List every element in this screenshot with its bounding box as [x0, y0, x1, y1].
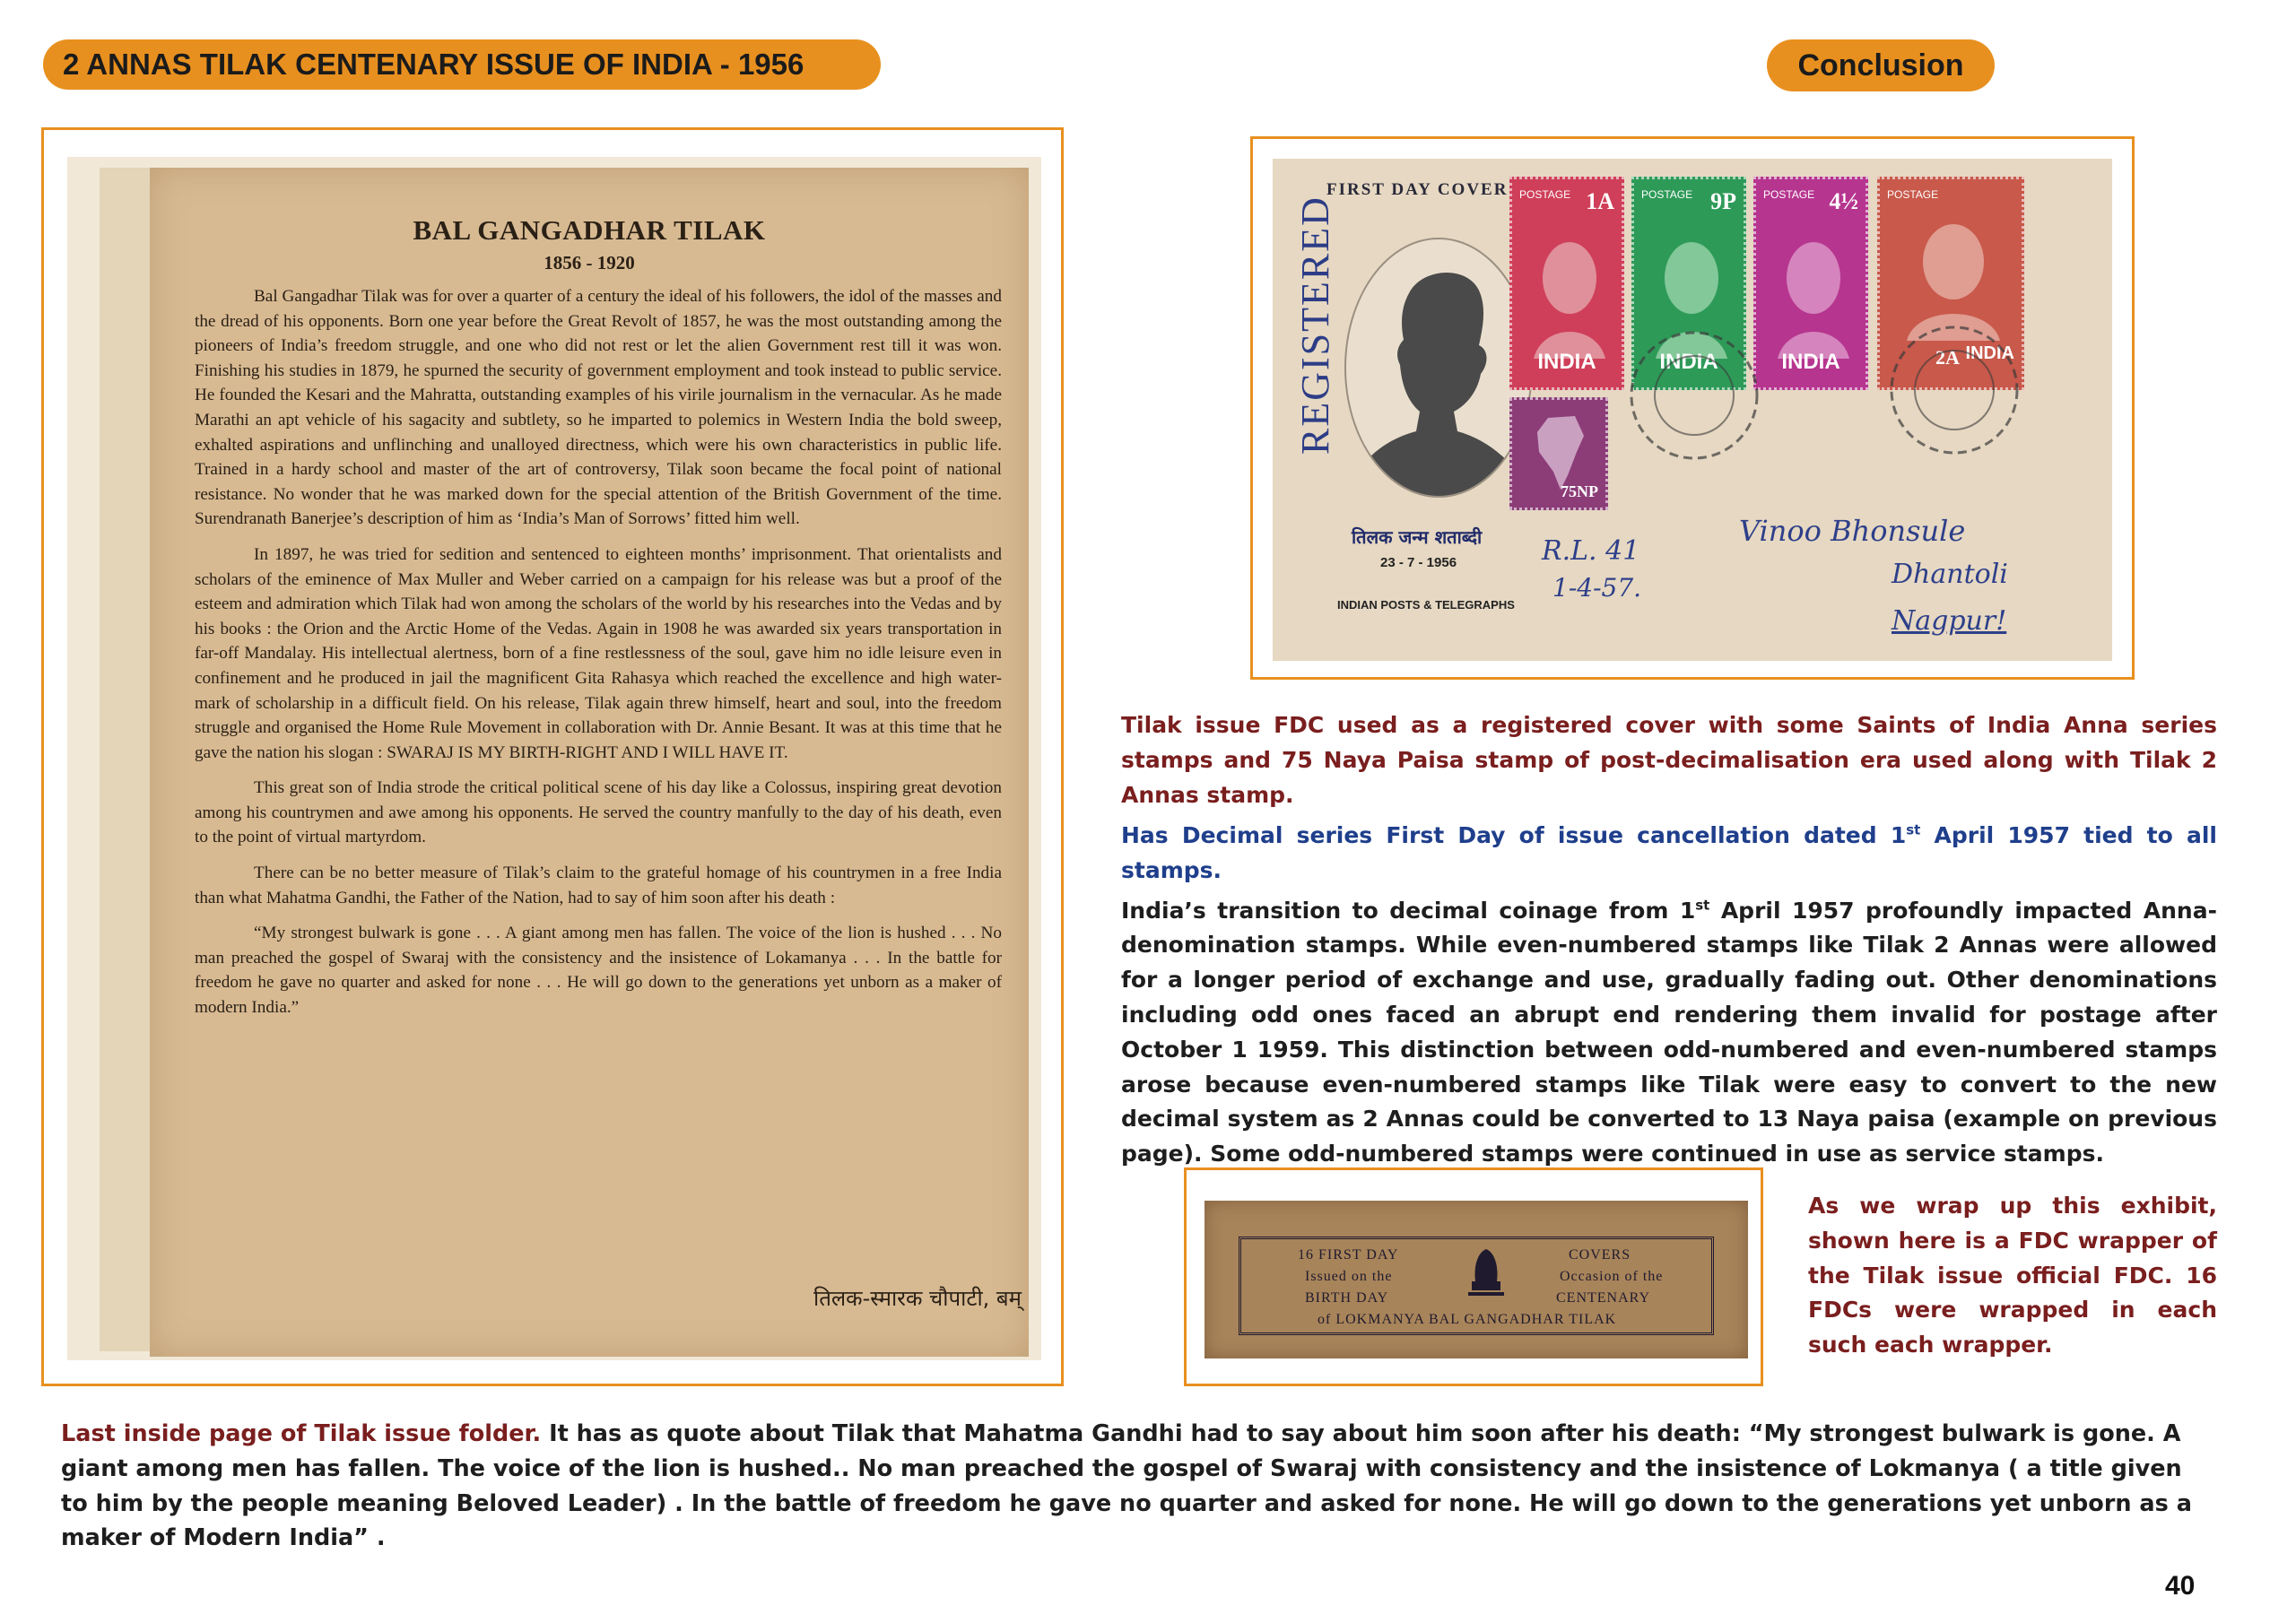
- folder-inside-page: [150, 168, 1029, 1357]
- wrapper-line: Issued on the: [1305, 1269, 1393, 1284]
- fdc-description: [1121, 708, 2217, 1172]
- folder-body: [195, 284, 1002, 1031]
- tilak-silhouette: [1344, 238, 1533, 498]
- fdc-posts-label: INDIAN POSTS & TELEGRAPHS: [1337, 598, 1515, 612]
- stamp-value: 75NP: [1561, 482, 1598, 500]
- folder-caption-lead: Last inside page of Tilak issue folder.: [61, 1420, 542, 1447]
- address-name: Vinoo Bhonsule: [1739, 514, 1966, 548]
- stamp-value: 1A: [1586, 188, 1614, 214]
- address-area: Dhantoli: [1892, 559, 2008, 590]
- folder-caption: [61, 1417, 2196, 1556]
- address-city: Nagpur!: [1892, 605, 2007, 637]
- stamp-4-half: [1753, 177, 1868, 390]
- folder-page-photo: [41, 127, 1064, 1386]
- registration-date: 1-4-57.: [1552, 573, 1642, 603]
- folder-footer: तिलक-स्मारक चौपाटी, बम्: [813, 1286, 1022, 1311]
- wrapper-line: Occasion of the: [1560, 1269, 1664, 1284]
- silhouette-icon: [1346, 239, 1533, 498]
- wrapper-line: 16 FIRST DAY: [1298, 1247, 1399, 1263]
- wrapper-line: BIRTH DAY: [1305, 1290, 1389, 1306]
- fdc-wrapper-photo: [1184, 1167, 1763, 1386]
- stamp-country: INDIA: [1537, 350, 1596, 374]
- folder-paragraph: This great son of India strode the critical political scene of his day like a Colossus, inspiring great devotion among his countrymen and awe among his opponents. He served the country manfully to the day of his death, even to the point of virtual martyrdom.: [195, 778, 1002, 847]
- stamp-postage: POSTAGE: [1519, 188, 1571, 201]
- wrapper-line: of LOKMANYA BAL GANGADHAR TILAK: [1318, 1312, 1617, 1327]
- section-label: Conclusion: [1767, 39, 1995, 91]
- folder-years: 1856 - 1920: [544, 252, 635, 273]
- folder-paragraph: “My strongest bulwark is gone . . . A giant among men has fallen. The voice of the lion is hushed . . . No man preached the gospel of Swaraj with the consistency and the insistence of Lokamanya . . . In the battle for freedom he gave no quarter and asked for none . . . He will go down to the generations yet unborn as a maker of modern India.”: [195, 924, 1002, 1018]
- fdc-wrapper: [1205, 1201, 1748, 1358]
- stamp-postage: POSTAGE: [1641, 188, 1693, 201]
- stamp-postage: POSTAGE: [1887, 188, 1939, 201]
- wrapper-caption: As we wrap up this exhibit, shown here is a FDC wrapper of the Tilak issue official FDC. 16 FDCs were wrapped in each such each wrapper.: [1808, 1193, 2217, 1358]
- wrapper-line: COVERS: [1569, 1247, 1631, 1263]
- wrapper-line: CENTENARY: [1556, 1290, 1650, 1306]
- stamp-tilak-2a: [1877, 177, 2024, 390]
- fdc-hindi-title: तिलक जन्म शताब्दी: [1352, 526, 1483, 548]
- registration-number: R.L. 41: [1542, 535, 1640, 567]
- description-intro: Tilak issue FDC used as a registered cover with some Saints of India Anna series stamps and 75 Naya Paisa stamp of post-decimalisation era used along with Tilak 2 Annas stamp.: [1121, 712, 2217, 808]
- stamp-9p: [1631, 177, 1746, 390]
- stamp-value: 2A: [1935, 346, 1960, 369]
- fdc-envelope: [1273, 159, 2112, 661]
- stamp-postage: POSTAGE: [1763, 188, 1815, 201]
- page-title: 2 ANNAS TILAK CENTENARY ISSUE OF INDIA - 1956: [43, 39, 881, 90]
- fdc-date: 23 - 7 - 1956: [1380, 555, 1457, 570]
- stamp-75np: [1509, 397, 1608, 510]
- stamp-value: 4½: [1829, 188, 1858, 214]
- stamp-value: 9P: [1710, 188, 1736, 214]
- folder-title: BAL GANGADHAR TILAK: [413, 214, 766, 246]
- ashoka-emblem-icon: [1459, 1240, 1513, 1303]
- description-cancellation: Has Decimal series First Day of issue cancellation dated 1st April 1957 tied to all stamps.: [1121, 821, 2217, 883]
- stamp-country: INDIA: [1965, 343, 2014, 363]
- folder-paragraph: In 1897, he was tried for sedition and sentenced to eighteen months’ imprisonment. That orientalists and scholars of the eminence of Max Muller and Weber carried on a campaign for his release was but a proof of the esteem and admiration which Tilak had won among the scholars of the world by his researches into the Vedas and by his books : the Orion and the Arctic Home of the Vedas. Again in 1908 he was awarded six years transportation in far-off Mandalay. His intellectual alertness, born of a fine restlessness of the soul, gave him no idle leisure even in confinement and he produced in jail the magnificent Gita Rahasya which reached the excellence and high water-mark of scholarship in a difficult field. On his release, Tilak again threw himself, heart and soul, into the freedom struggle and organised the Home Rule Movement in collaboration with Dr. Annie Besant. It was at this time that he gave the nation his slogan : SWARAJ IS MY BIRTH-RIGHT AND I WILL HAVE IT.: [195, 544, 1002, 762]
- stamp-country: INDIA: [1659, 350, 1718, 374]
- fdc-heading: FIRST DAY COVER: [1326, 180, 1509, 199]
- description-body: India’s transition to decimal coinage from 1st April 1957 profoundly impacted Anna-denomination stamps. While even-numbered stamps like Tilak 2 Annas were allowed for a longer period of exchange and use, gradually fading out. Other denominations including odd ones faced an abrupt end rendering them invalid for postage after October 1 1959. This distinction between odd-numbered and even-numbered stamps arose because even-numbered stamps like Tilak were easy to convert to the new decimal system as 2 Annas could be converted to 13 Naya paisa (example on previous page). Some odd-numbered stamps were continued in use as service stamps.: [1121, 897, 2217, 1167]
- registered-label: REGISTERED: [1293, 195, 1337, 455]
- stamp-country: INDIA: [1781, 350, 1840, 374]
- stamp-1a: [1509, 177, 1624, 390]
- fdc-cover-photo: [1250, 136, 2135, 680]
- folder-paragraph: There can be no better measure of Tilak’s claim to the grateful homage of his countrymen in a free India than what Mahatma Gandhi, the Father of the Nation, had to say of him soon after his death :: [195, 864, 1002, 907]
- folder-caption-body: It has as quote about Tilak that Mahatma Gandhi had to say about him soon after his death: “My strongest bulwark is gone. A giant among men has fallen. The voice of the lion is hushed.. No man preached the gospel of Swaraj with consistency and the insistence of Lokmanya ( a title given to him by the people meaning Beloved Leader) . In the battle of freedom he gave no quarter and asked for none. He will go down to the generations yet unborn as a maker of Modern India” .: [61, 1420, 2192, 1552]
- folder-edge: [100, 168, 150, 1351]
- page-number: 40: [2165, 1571, 2196, 1601]
- folder-paragraph: Bal Gangadhar Tilak was for over a quarter of a century the ideal of his followers, the idol of the masses and the dread of his opponents. Born one year before the Great Revolt of 1857, he was the most outstanding among the pioneers of India’s freedom struggle, and one who did not rest or let the alien Government rest till it was won. Finishing his studies in 1879, he spurned the security of government employment and took instead to public service. He founded the Kesari and the Mahratta, outstanding examples of his virile journalism in the vernacular. As he made Marathi an apt vehicle of his sagacity and subtlety, so he imparted to polemics in Western India the bold sweep, exhalted aspirations and unflinching and unalloyed directness, which were his own characteristics in public life. Trained in a hardy school and master of the art of controversy, Tilak soon became the focal point of national resistance. No wonder that he was marked down for the special attention of the British Government of the time. Surendranath Banerjee’s description of him as ‘India’s Man of Sorrows’ fitted him well.: [195, 287, 1002, 529]
